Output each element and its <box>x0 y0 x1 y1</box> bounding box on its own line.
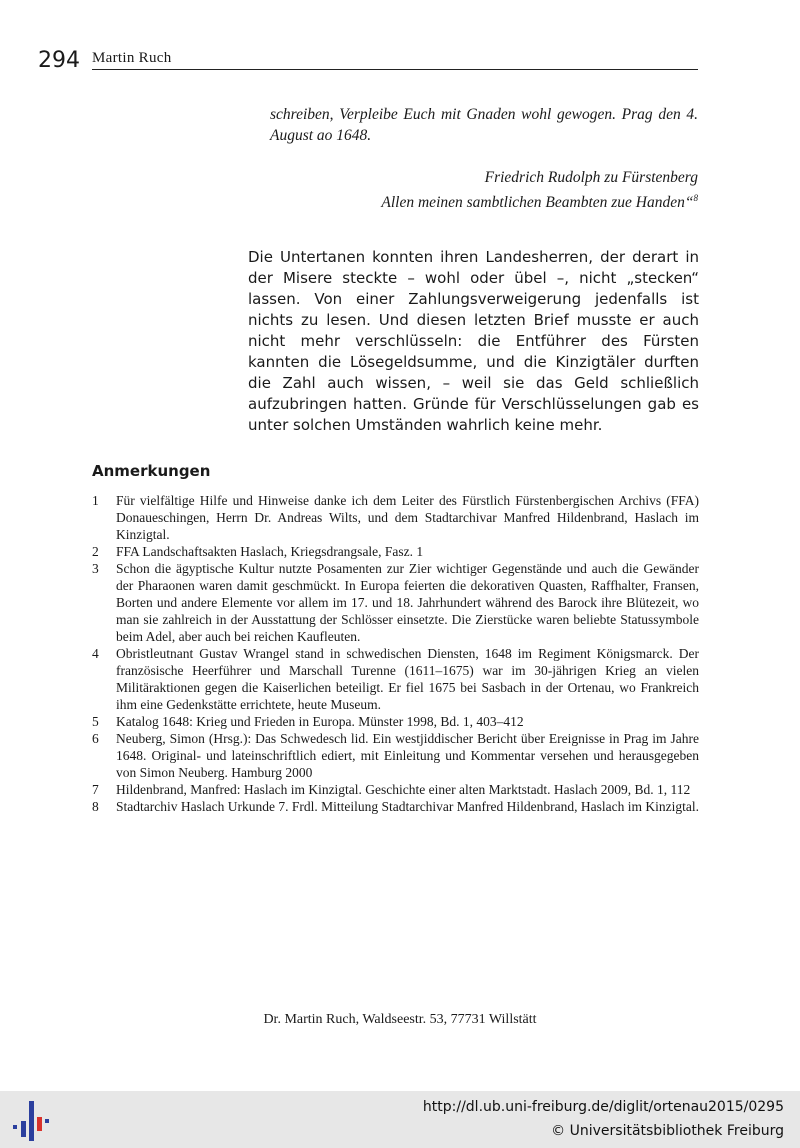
note-item <box>92 798 699 815</box>
note-item <box>92 543 699 560</box>
note-number: 6 <box>92 731 99 746</box>
author-address: Dr. Martin Ruch, Waldseestr. 53, 77731 Willstätt <box>263 1012 537 1027</box>
note-number: 7 <box>92 782 99 797</box>
notes-list <box>92 492 699 815</box>
note-text: Katalog 1648: Krieg und Frieden in Europa. Münster 1998, Bd. 1, 403–412 <box>116 714 524 729</box>
signature-line-1: Friedrich Rudolph zu Fürstenberg <box>484 169 698 186</box>
quote-block <box>270 104 698 146</box>
quote-signature <box>270 167 698 213</box>
note-number: 4 <box>92 646 99 661</box>
note-number: 3 <box>92 561 99 576</box>
library-footer <box>0 1091 800 1148</box>
note-item <box>92 781 699 798</box>
source-url-link[interactable]: http://dl.ub.uni-freiburg.de/diglit/ortenau2015/0295 <box>422 1099 784 1115</box>
note-text: Für vielfältige Hilfe und Hinweise danke ich dem Leiter des Fürstlich Fürstenbergischen Archivs (FFA) Donaueschingen, Herrn Dr. Andreas Wilts, und dem Stadtarchivar Manfred Hildenbrand, Haslach im Kinzigtal. <box>116 493 699 542</box>
note-number: 8 <box>92 799 99 814</box>
notes-heading: Anmerkungen <box>92 462 211 480</box>
note-item <box>92 730 699 781</box>
note-text: Schon die ägyptische Kultur nutzte Posamenten zur Zier wichtiger Gegenstände und auch die Gewänder der Pharaonen waren damit geschmückt. In Europa feierten die dekorativen Quasten, Raffhalter, Fransen, Borten und andere Elemente vor allem im 17. und 18. Jahrhundert während des Barock ihre Blütezeit, wo man sie zahlreich in der Ausstattung der Schlösser einsetzte. Die Zierstücke waren beliebte Statussymbole beim Adel, aber auch bei reichen Kaufleuten. <box>116 561 699 644</box>
note-number: 1 <box>92 493 99 508</box>
signature-line-2 <box>270 188 698 213</box>
note-item <box>92 645 699 713</box>
note-text: FFA Landschaftsakten Haslach, Kriegsdrangsale, Fasz. 1 <box>116 544 424 559</box>
quote-text: schreiben, Verpleibe Euch mit Gnaden wohl gewogen. Prag den 4. August ao 1648. <box>270 106 698 144</box>
body-paragraph: Die Untertanen konnten ihren Landesherren, der derart in der Misere steckte – wohl oder übel –, nicht „stecken“ lassen. Von einer Zahlungsverweigerung jedenfalls ist nichts zu lesen. Und diesen letzten Brief musste er auch nicht mehr verschlüsseln: die Entführer des Fürsten kannten die Lösegeldsumme, und die Kinzigtäler durften die Zahl auch wissen, – weil sie das Geld schließlich aufzubringen hatten. Gründe für Verschlüsselungen gab es unter solchen Umständen wahrlich keine mehr. <box>248 248 699 434</box>
note-text: Obristleutnant Gustav Wrangel stand in schwedischen Diensten, 1648 im Regiment Königsmarck. Der französische Heerführer und Marschall Turenne (1611–1675) war im 30-jährigen Krieg an vielen Militäraktionen gegen die Kaiserlichen beteiligt. Er fiel 1675 bei Sasbach in der Ortenau, wo Frankreich ihm eine Gedenkstätte errichtete, heute Museum. <box>116 646 699 712</box>
running-head-author: Martin Ruch <box>92 50 172 66</box>
note-item <box>92 713 699 730</box>
note-text: Stadtarchiv Haslach Urkunde 7. Frdl. Mitteilung Stadtarchivar Manfred Hildenbrand, Haslach im Kinzigtal. <box>116 799 699 814</box>
note-text: Hildenbrand, Manfred: Haslach im Kinzigtal. Geschichte einer alten Marktstadt. Haslach 2009, Bd. 1, 112 <box>116 782 691 797</box>
note-item <box>92 492 699 543</box>
library-logo-icon <box>10 1099 54 1143</box>
footnote-ref-8: 8 <box>693 193 698 203</box>
note-number: 2 <box>92 544 99 559</box>
copyright-text: © Universitätsbibliothek Freiburg <box>551 1123 784 1139</box>
page-number: 294 <box>38 48 80 73</box>
page-header <box>38 48 698 74</box>
note-number: 5 <box>92 714 99 729</box>
note-text: Neuberg, Simon (Hrsg.): Das Schwedesch lid. Ein westjiddischer Bericht über Ereignisse in Prag im Jahre 1648. Original- und lateinschriftlich ediert, mit Einleitung und Kommentar versehen und herausgegeben von Simon Neuberg. Hamburg 2000 <box>116 731 699 780</box>
note-item <box>92 560 699 645</box>
header-rule <box>92 69 698 70</box>
signature-line-2-text: Allen meinen sambtlichen Beambten zue Handen“ <box>381 194 694 211</box>
